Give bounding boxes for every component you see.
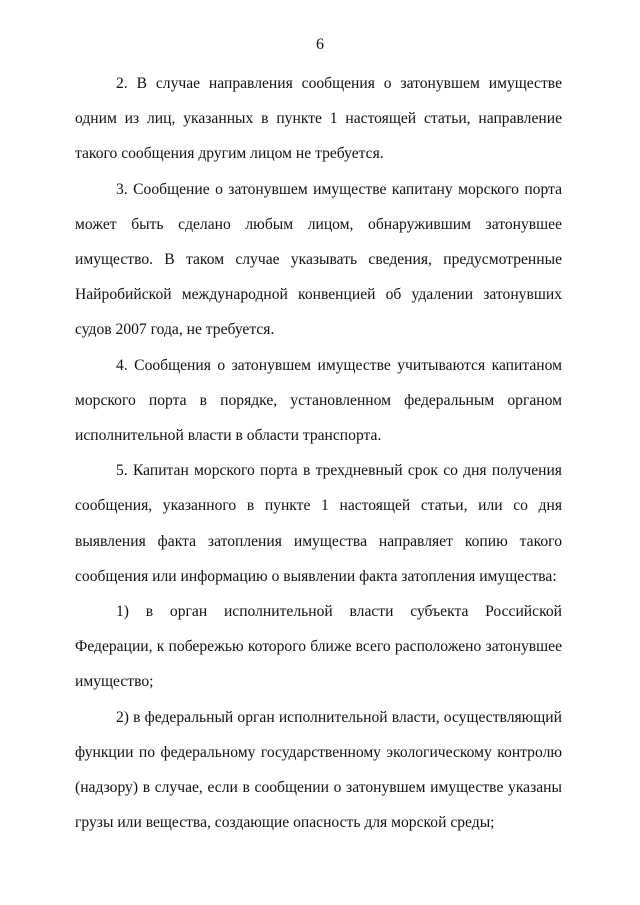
paragraph-4: 4. Сообщения о затонувшем имуществе учитываются капитаном морского порта в порядке, установленном федеральным органом исполнительной власти в области транспорта. — [75, 356, 562, 445]
paragraph-5-item-1: 1) в орган исполнительной власти субъекта Российской Федерации, к побережью которого ближе всего расположено затонувшее имущество; — [75, 603, 562, 691]
paragraph-5: 5. Капитан морского порта в трехдневный срок со дня получения сообщения, указанного в пункте 1 настоящей статьи, или со дня выявления факта затопления имущества направляет копию такого сообщения или информацию о выявлении факта затопления имущества: — [75, 462, 562, 585]
paragraph-5-item-2: 2) в федеральный орган исполнительной власти, осуществляющий функции по федеральному государственному экологическому контролю (надзору) в случае, если в сообщении о затонувшем имуществе указаны грузы или вещества, создающие опасность для морской среды; — [75, 708, 562, 832]
document-body — [75, 66, 562, 840]
paragraph-3: 3. Сообщение о затонувшем имуществе капитану морского порта может быть сделано любым лицом, обнаружившим затонувшее имущество. В таком случае указывать сведения, предусмотренные Найробийской международной конвенцией об удалении затонувших судов 2007 года, не требуется. — [75, 180, 562, 339]
paragraph-2: 2. В случае направления сообщения о затонувшем имуществе одним из лиц, указанных в пункте 1 настоящей статьи, направление такого сообщения другим лицом не требуется. — [75, 75, 562, 163]
page-number: 6 — [316, 36, 324, 53]
